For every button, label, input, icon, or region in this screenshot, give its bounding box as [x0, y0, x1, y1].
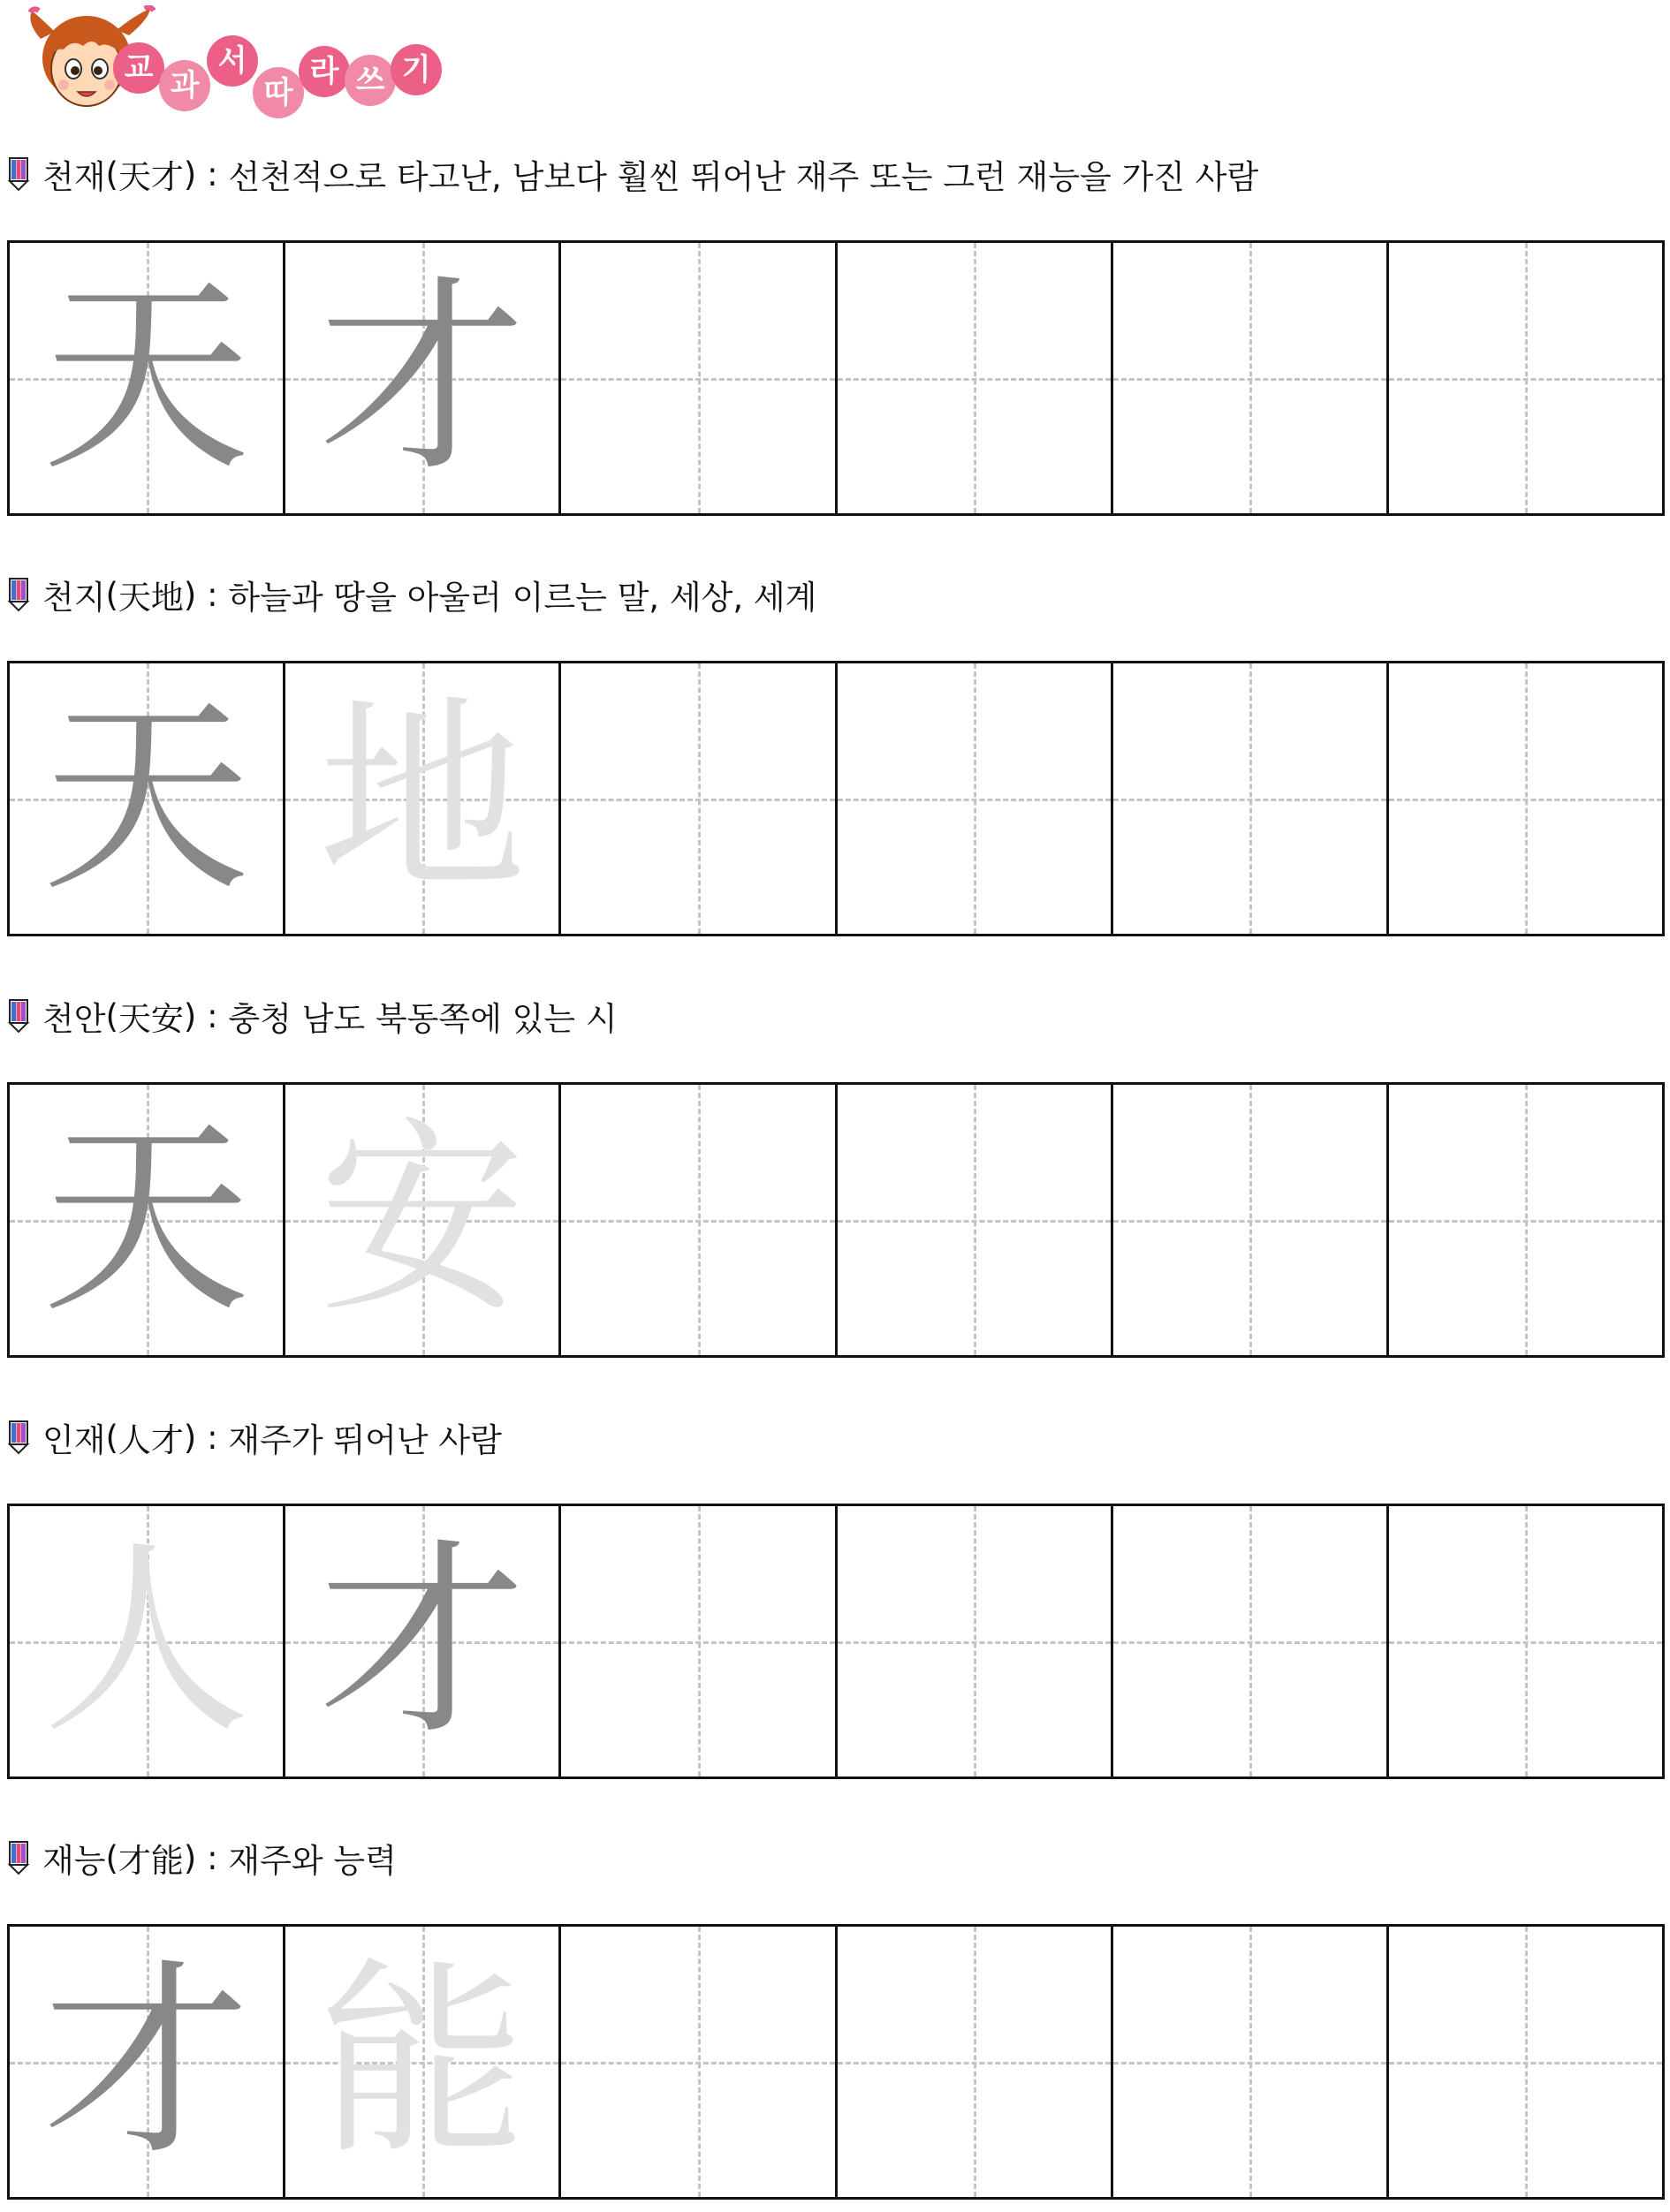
practice-cell[interactable]: [558, 243, 834, 513]
practice-cell[interactable]: [1386, 243, 1662, 513]
practice-cell[interactable]: [1386, 1927, 1662, 2197]
writing-grid: [7, 240, 1665, 516]
logo-syllable-6: 쓰: [345, 55, 396, 106]
practice-cell[interactable]: [835, 1085, 1111, 1355]
pencil-bullet-icon: [7, 577, 30, 612]
guide-cell-1: [10, 1085, 283, 1355]
textbook-tracing-logo: [25, 5, 484, 120]
pencil-bullet-icon: [7, 1840, 30, 1875]
writing-grid: [7, 1504, 1665, 1779]
word-hanja: 天安: [118, 1000, 184, 1038]
writing-grid: [7, 1082, 1665, 1358]
guide-cell-2: [283, 1927, 558, 2197]
logo-syllable-2: 과: [159, 60, 210, 111]
writing-grid: [7, 661, 1665, 936]
logo-syllable-3: 서: [207, 35, 258, 87]
guide-hanja: 能: [318, 1941, 527, 2183]
logo-syllable-5: 라: [299, 46, 350, 97]
guide-cell-2: [283, 243, 558, 513]
practice-cell[interactable]: [558, 1927, 834, 2197]
guide-cell-2: [283, 663, 558, 934]
practice-cell[interactable]: [1386, 1506, 1662, 1776]
word-hanja: 才能: [118, 1842, 184, 1880]
practice-cell[interactable]: [1386, 663, 1662, 934]
logo-syllable-7: 기: [391, 44, 442, 95]
word-heading: 천재 ( 天才 ) : 선천적으로 타고난, 남보다 훨씬 뛰어난 재주 또는 그런 재능을 가진 사람: [7, 152, 1258, 196]
pencil-bullet-icon: [7, 998, 30, 1034]
practice-cell[interactable]: [1111, 1506, 1386, 1776]
guide-cell-2: [283, 1506, 558, 1776]
word-meaning: 충청 남도 북동쪽에 있는 시: [228, 1000, 618, 1038]
practice-cell[interactable]: [835, 243, 1111, 513]
word-hangul: 천지: [42, 579, 106, 617]
guide-cell-2: [283, 1085, 558, 1355]
word-hanja: 天才: [118, 158, 184, 196]
guide-cell-1: [10, 663, 283, 934]
guide-cell-1: [10, 243, 283, 513]
practice-cell[interactable]: [558, 1506, 834, 1776]
guide-hanja: 才: [42, 1941, 251, 2183]
word-hanja: 人才: [118, 1421, 184, 1459]
word-hanja: 天地: [118, 579, 184, 617]
logo-syllable-4: 따: [253, 67, 304, 118]
word-hangul: 재능: [42, 1842, 106, 1880]
guide-cell-1: [10, 1927, 283, 2197]
word-hangul: 인재: [42, 1421, 106, 1459]
practice-cell[interactable]: [1111, 663, 1386, 934]
practice-cell[interactable]: [835, 1927, 1111, 2197]
guide-hanja: 人: [42, 1520, 251, 1762]
guide-hanja: 天: [42, 257, 251, 499]
practice-cell[interactable]: [1111, 1085, 1386, 1355]
word-heading: 천안 ( 天安 ) : 충청 남도 북동쪽에 있는 시: [7, 994, 618, 1038]
practice-cell[interactable]: [1111, 243, 1386, 513]
guide-hanja: 才: [318, 257, 527, 499]
guide-hanja: 天: [42, 1099, 251, 1341]
word-meaning: 하늘과 땅을 아울러 이르는 말, 세상, 세계: [228, 579, 817, 617]
word-hangul: 천재: [42, 158, 106, 196]
practice-cell[interactable]: [1386, 1085, 1662, 1355]
guide-hanja: 地: [318, 678, 527, 920]
word-hangul: 천안: [42, 1000, 106, 1038]
practice-cell[interactable]: [558, 663, 834, 934]
pencil-bullet-icon: [7, 1420, 30, 1455]
word-heading: 재능 ( 才能 ) : 재주와 능력: [7, 1836, 397, 1880]
guide-hanja: 安: [318, 1099, 527, 1341]
word-heading: 인재 ( 人才 ) : 재주가 뛰어난 사람: [7, 1415, 502, 1459]
guide-cell-1: [10, 1506, 283, 1776]
word-meaning: 재주가 뛰어난 사람: [228, 1421, 502, 1459]
guide-hanja: 才: [318, 1520, 527, 1762]
word-meaning: 재주와 능력: [228, 1842, 397, 1880]
practice-cell[interactable]: [835, 663, 1111, 934]
practice-cell[interactable]: [558, 1085, 834, 1355]
practice-cell[interactable]: [1111, 1927, 1386, 2197]
logo-syllable-1: 교: [113, 42, 164, 94]
guide-hanja: 天: [42, 678, 251, 920]
word-meaning: 선천적으로 타고난, 남보다 훨씬 뛰어난 재주 또는 그런 재능을 가진 사람: [228, 158, 1259, 196]
pencil-bullet-icon: [7, 156, 30, 192]
word-heading: 천지 ( 天地 ) : 하늘과 땅을 아울러 이르는 말, 세상, 세계: [7, 572, 816, 617]
writing-grid: [7, 1924, 1665, 2200]
practice-cell[interactable]: [835, 1506, 1111, 1776]
